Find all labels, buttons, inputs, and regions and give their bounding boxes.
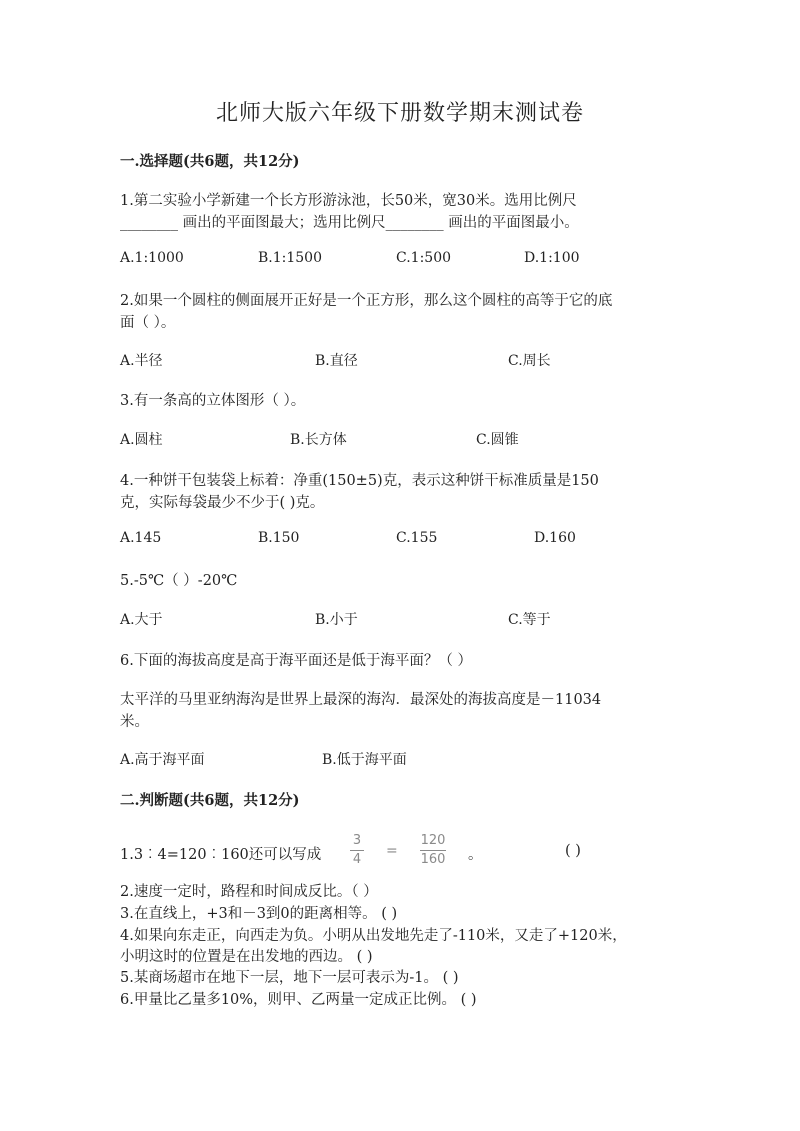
question-2-line-2: 面（ ）。 (120, 315, 176, 331)
q4-option-b[interactable]: B.150 (258, 530, 300, 546)
q1-option-a[interactable]: A.1:1000 (120, 250, 184, 266)
fraction-numerator: 3 (352, 833, 362, 848)
q4-option-c[interactable]: C.155 (396, 530, 438, 546)
q6-option-b[interactable]: B.低于海平面 (322, 752, 407, 768)
q1-option-c[interactable]: C.1:500 (396, 250, 452, 266)
q1-option-d[interactable]: D.1:100 (524, 250, 580, 266)
fraction-numerator: 120 (420, 833, 446, 848)
judgment-4-line-1: 4.如果向东走正，向西走为负。小明从出发地先走了-110米，又走了+120米， (120, 928, 627, 944)
fraction-denominator: 4 (352, 852, 362, 867)
q5-option-b[interactable]: B.小于 (315, 612, 358, 628)
judgment-1-answer-paren[interactable]: ( ) (565, 843, 581, 859)
question-2-line-1: 2.如果一个圆柱的侧面展开正好是一个正方形，那么这个圆柱的高等于它的底 (120, 293, 613, 309)
question-6-line-2: 太平洋的马里亚纳海沟是世界上最深的海沟．最深处的海拔高度是－11034 (120, 692, 602, 708)
q4-option-d[interactable]: D.160 (534, 530, 576, 546)
judgment-2: 2.速度一定时，路程和时间成反比。（ ） (120, 884, 378, 900)
q6-option-a[interactable]: A.高于海平面 (120, 752, 205, 768)
question-1-line-1: 1.第二实验小学新建一个长方形游泳池，长50米，宽30米。选用比例尺 (120, 193, 577, 209)
judgment-4-line-2: 小明这时的位置是在出发地的西边。 ( ) (120, 949, 373, 965)
q3-option-b[interactable]: B.长方体 (290, 432, 347, 448)
q3-option-a[interactable]: A.圆柱 (120, 432, 163, 448)
question-1-line-2: ________ 画出的平面图最大；选用比例尺________ 画出的平面图最小。 (120, 215, 579, 231)
fraction-bar (420, 850, 446, 851)
q5-option-c[interactable]: C.等于 (508, 612, 551, 628)
judgment-5: 5.某商场超市在地下一层，地下一层可表示为-1。 ( ) (120, 970, 459, 986)
judgment-6: 6.甲量比乙量多10%，则甲、乙两量一定成正比例。 ( ) (120, 992, 477, 1008)
judgment-1-period: 。 (468, 847, 483, 863)
question-3-line-1: 3.有一条高的立体图形（ ）。 (120, 393, 306, 409)
q3-option-c[interactable]: C.圆锥 (476, 432, 519, 448)
page-title: 北师大版六年级下册数学期末测试卷 (215, 101, 584, 126)
fraction-denominator: 160 (420, 852, 446, 867)
section-heading-judgment: 二.判断题(共6题，共12分) (120, 792, 300, 809)
section-heading-choice: 一.选择题(共6题，共12分) (120, 153, 300, 170)
q1-option-b[interactable]: B.1:1500 (258, 250, 322, 266)
question-6-line-1: 6.下面的海拔高度是高于海平面还是低于海平面？（ ） (120, 653, 472, 669)
q2-option-c[interactable]: C.周长 (508, 353, 551, 369)
q4-option-a[interactable]: A.145 (120, 530, 162, 546)
fraction-bar (350, 850, 364, 851)
judgment-3: 3.在直线上，+3和－3到0的距离相等。 ( ) (120, 906, 398, 922)
fraction-equals-sign: = (386, 843, 398, 859)
q2-option-b[interactable]: B.直径 (315, 353, 358, 369)
question-4-line-2: 克，实际每袋最少不少于( )克。 (120, 495, 325, 511)
q2-option-a[interactable]: A.半径 (120, 353, 163, 369)
question-5-line-1: 5.-5℃（ ）-20℃ (120, 573, 238, 589)
q5-option-a[interactable]: A.大于 (120, 612, 163, 628)
fraction-120-over-160 (420, 833, 446, 868)
judgment-1-text: 1.3︰4=120︰160还可以写成 (120, 847, 322, 863)
question-6-line-3: 米。 (120, 714, 149, 730)
fraction-3-over-4 (350, 833, 364, 868)
question-4-line-1: 4.一种饼干包装袋上标着：净重(150±5)克，表示这种饼干标准质量是150 (120, 473, 599, 489)
